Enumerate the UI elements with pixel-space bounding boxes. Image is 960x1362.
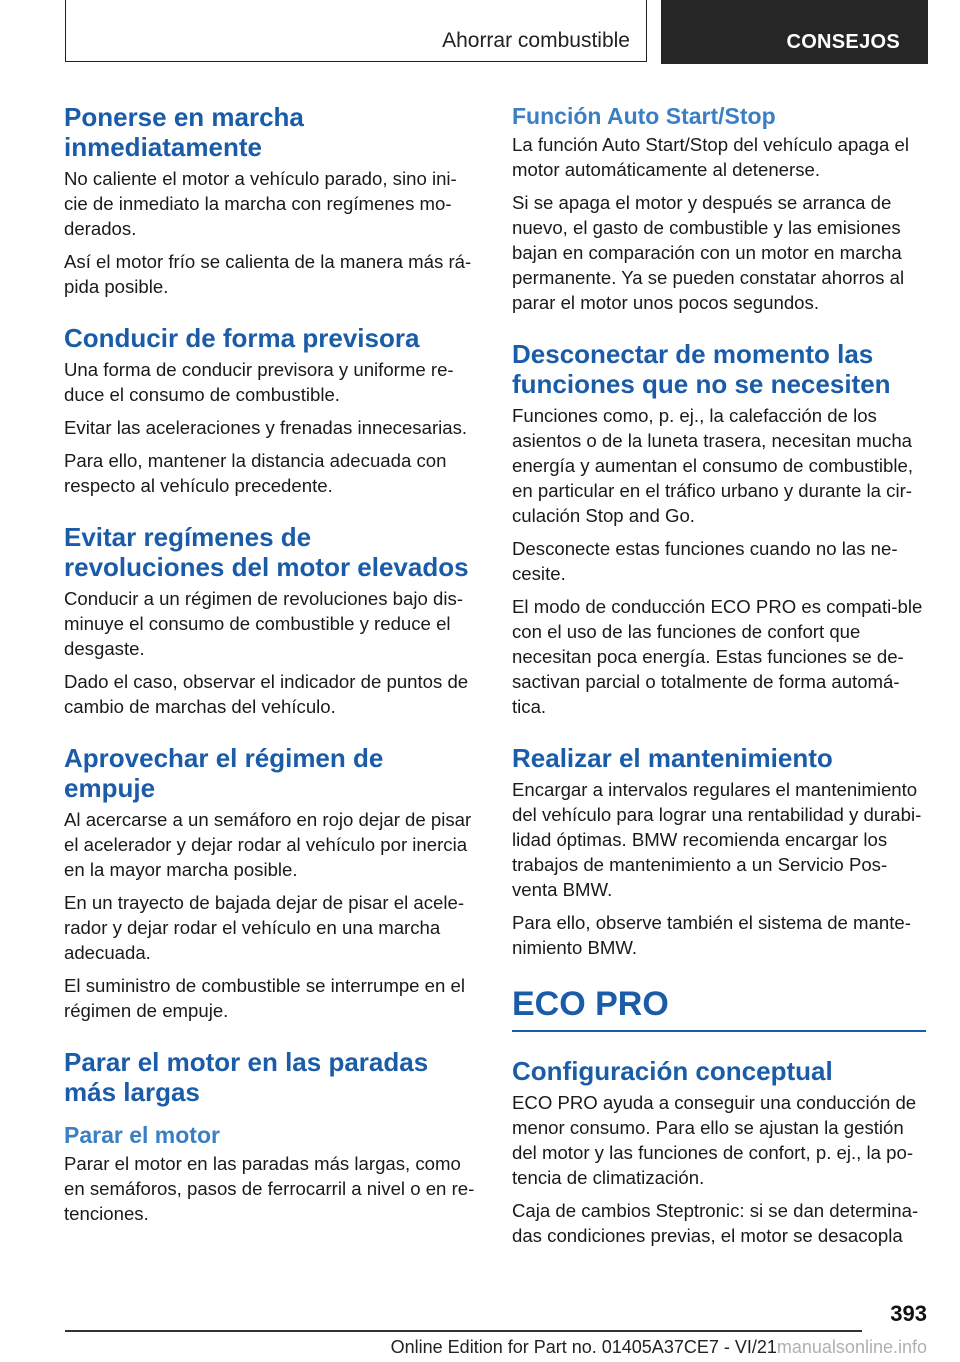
- header-section-box: [65, 0, 647, 62]
- paragraph: Al acercarse a un semáforo en rojo dejar de pisar el acelerador y dejar rodar al vehículo por inercia en la mayor marcha posible.: [64, 809, 472, 880]
- paragraph: La función Auto Start/Stop del vehículo apaga el motor automáticamente al detenerse.: [512, 134, 909, 180]
- header-section-title: Ahorrar combustible: [442, 29, 630, 52]
- heading-desconectar-funciones: Desconectar de momento las funciones que no se necesiten: [512, 339, 891, 399]
- paragraph: Si se apaga el motor y después se arranca de nuevo, el gasto de combustible y las emisiones bajan en comparación con un motor en marcha permanente. Ya se pueden constatar ahorros al parar el motor unos pocos segundos.: [512, 192, 905, 313]
- heading-conducir-previsora: Conducir de forma previsora: [64, 323, 420, 353]
- page-number: 393: [890, 1301, 927, 1326]
- paragraph: Encargar a intervalos regulares el mantenimiento del vehículo para lograr una rentabilidad y durabi-lidad óptimas. BMW recomienda encargar los trabajos de mantenimiento a un Servicio Pos-venta BMW.: [512, 779, 922, 900]
- header-chapter-tab: [661, 0, 928, 64]
- paragraph: El modo de conducción ECO PRO es compati-ble con el uso de las funciones de confort que necesitan poca energía. Estas funciones se de-sactivan parcial o totalmente de forma automá-tica.: [512, 596, 923, 717]
- paragraph: Conducir a un régimen de revoluciones bajo dis-minuye el consumo de combustible y reduce el desgaste.: [64, 588, 463, 659]
- heading-mantenimiento: Realizar el mantenimiento: [512, 743, 833, 773]
- heading-evitar-regimenes: Evitar regímenes de revoluciones del motor elevados: [64, 522, 469, 582]
- paragraph: Una forma de conducir previsora y uniforme re-duce el consumo de combustible.: [64, 359, 454, 405]
- chapter-rule: [512, 1030, 926, 1032]
- right-column: [512, 102, 926, 1256]
- subheading-parar-motor: Parar el motor: [64, 1122, 220, 1148]
- paragraph: Dado el caso, observar el indicador de puntos de cambio de marchas del vehículo.: [64, 671, 469, 717]
- heading-parar-motor-paradas: Parar el motor en las paradas más largas: [64, 1047, 429, 1107]
- paragraph: Funciones como, p. ej., la calefacción de los asientos o de la luneta trasera, necesitan mucha energía y aumentan el consumo de combustible, en particular en el tráfico urbano y durante la cir-culación Stop and Go.: [512, 405, 914, 526]
- chapter-title-eco-pro: ECO PRO: [512, 985, 669, 1023]
- footer-divider: [65, 1330, 862, 1332]
- paragraph: En un trayecto de bajada dejar de pisar el acele-rador y dejar rodar el vehículo en una marcha adecuada.: [64, 892, 465, 963]
- left-column: [64, 102, 478, 1234]
- paragraph: Evitar las aceleraciones y frenadas innecesarias.: [64, 417, 468, 438]
- subheading-auto-start-stop: Función Auto Start/Stop: [512, 103, 776, 129]
- edition-text: Online Edition for Part no. 01405A37CE7 - VI/21: [390, 1337, 777, 1357]
- paragraph: Así el motor frío se calienta de la manera más rá-pida posible.: [64, 251, 472, 297]
- page-header: [65, 0, 928, 64]
- paragraph: ECO PRO ayuda a conseguir una conducción de menor consumo. Para ello se ajustan la gestión del motor y las funciones de confort, p. ej., la po-tencia de climatización.: [512, 1091, 917, 1188]
- paragraph: Para ello, observe también el sistema de mante-nimiento BMW.: [512, 912, 911, 958]
- paragraph: El suministro de combustible se interrumpe en el régimen de empuje.: [64, 975, 465, 1021]
- heading-ponerse-en-marcha: Ponerse en marcha inmediatamente: [64, 102, 304, 162]
- paragraph: Parar el motor en las paradas más largas, como en semáforos, pasos de ferrocarril a nivel o en re-tenciones.: [64, 1153, 475, 1224]
- paragraph: Caja de cambios Steptronic: si se dan determina-das condiciones previas, el motor se desacopla: [512, 1199, 919, 1246]
- header-chapter-title: CONSEJOS: [786, 31, 900, 53]
- watermark-text: manualsonline.info: [776, 1337, 927, 1357]
- heading-configuracion-conceptual: Configuración conceptual: [512, 1055, 833, 1086]
- paragraph: Desconecte estas funciones cuando no las ne-cesite.: [512, 538, 898, 584]
- footer-edition: [391, 1337, 927, 1358]
- heading-regimen-empuje: Aprovechar el régimen de empuje: [64, 743, 384, 803]
- paragraph: Para ello, mantener la distancia adecuada con respecto al vehículo precedente.: [64, 450, 447, 496]
- paragraph: No caliente el motor a vehículo parado, sino ini-cie de inmediato la marcha con regímenes mo-derados.: [64, 168, 457, 239]
